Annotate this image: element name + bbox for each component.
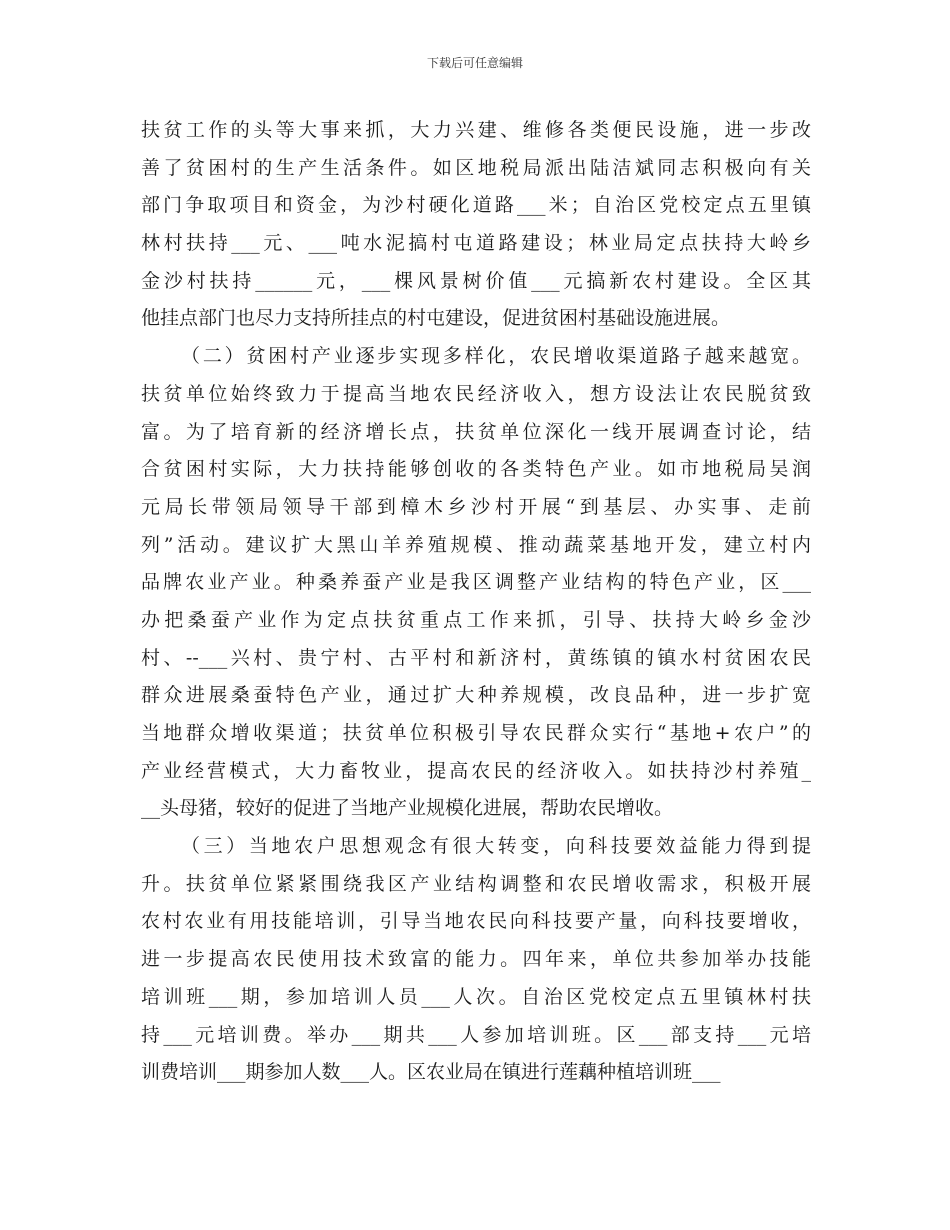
text-line: 进一步提高农民使用技术致富的能力。四年来，单位共参加举办技能 xyxy=(141,948,811,971)
text-line: 当地群众增收渠道；扶贫单位积极引导农民群众实行“基地+农户”的 xyxy=(141,722,811,744)
text-line: 部门争取项目和资金，为沙村硬化道路___米；自治区党校定点五里镇 xyxy=(141,194,811,217)
text-line: 他挂点部门也尽力支持所挂点的村屯建设，促进贫困村基础设施进展。 xyxy=(141,307,731,330)
paragraph xyxy=(141,338,811,828)
text-line: 办把桑蚕产业作为定点扶贫重点工作来抓，引导、扶持大岭乡金沙 xyxy=(141,608,811,631)
text-line: __头母猪，较好的促进了当地产业规模化进展，帮助农民增收。 xyxy=(141,797,674,820)
text-line: 林村扶持___元、___吨水泥搞村屯道路建设；林业局定点扶持大岭乡 xyxy=(141,232,811,255)
text-line: 产业经营模式，大力畜牧业，提高农民的经济收入。如扶持沙村养殖_ xyxy=(141,759,811,782)
text-line: （三）当地农户思想观念有很大转变，向科技要效益能力得到提 xyxy=(181,835,811,858)
text-line: 扶贫工作的头等大事来抓，大力兴建、维修各类便民设施，进一步改 xyxy=(141,119,811,141)
text-line: 群众进展桑蚕特色产业，通过扩大种养规模，改良品种，进一步扩宽 xyxy=(141,684,811,707)
text-line: 富。为了培育新的经济增长点，扶贫单位深化一线开展调查讨论，结 xyxy=(141,420,811,443)
text-line: 农村农业有用技能培训，引导当地农民向科技要产量，向科技要增收， xyxy=(141,910,811,933)
paragraph xyxy=(141,112,811,338)
text-line: 培训班___期，参加培训人员___人次。自治区党校定点五里镇林村扶 xyxy=(141,985,811,1008)
text-line: 金沙村扶持______元，___棵风景树价值___元搞新农村建设。全区其 xyxy=(141,269,811,292)
text-line: 元局长带领局领导干部到樟木乡沙村开展“到基层、办实事、走前 xyxy=(141,495,811,518)
paragraph xyxy=(141,828,811,1092)
text-line: （二）贫困村产业逐步实现多样化，农民增收渠道路子越来越宽。 xyxy=(181,345,811,368)
text-line: 训费培训___期参加人数___人。区农业局在镇进行莲藕种植培训班___ xyxy=(141,1061,721,1084)
page-header: 下载后可任意编辑 xyxy=(426,56,523,70)
text-line: 品牌农业产业。种桑养蚕产业是我区调整产业结构的特色产业，区___ xyxy=(141,571,811,594)
text-line: 合贫困村实际，大力扶持能够创收的各类特色产业。如市地税局吴润 xyxy=(141,458,811,481)
text-line: 持___元培训费。举办___期共___人参加培训班。区___部支持___元培 xyxy=(141,1023,811,1046)
text-line: 升。扶贫单位紧紧围绕我区产业结构调整和农民增收需求，积极开展 xyxy=(141,872,811,895)
text-line: 村、--___兴村、贵宁村、古平村和新济村，黄练镇的镇水村贫困农民 xyxy=(141,646,811,669)
document-body xyxy=(141,112,811,1092)
text-line: 善了贫困村的生产生活条件。如区地税局派出陆洁斌同志积极向有关 xyxy=(141,156,811,179)
text-line: 列”活动。建议扩大黑山羊养殖规模、推动蔬菜基地开发，建立村内 xyxy=(141,533,811,556)
text-line: 扶贫单位始终致力于提高当地农民经济收入，想方设法让农民脱贫致 xyxy=(141,382,811,405)
